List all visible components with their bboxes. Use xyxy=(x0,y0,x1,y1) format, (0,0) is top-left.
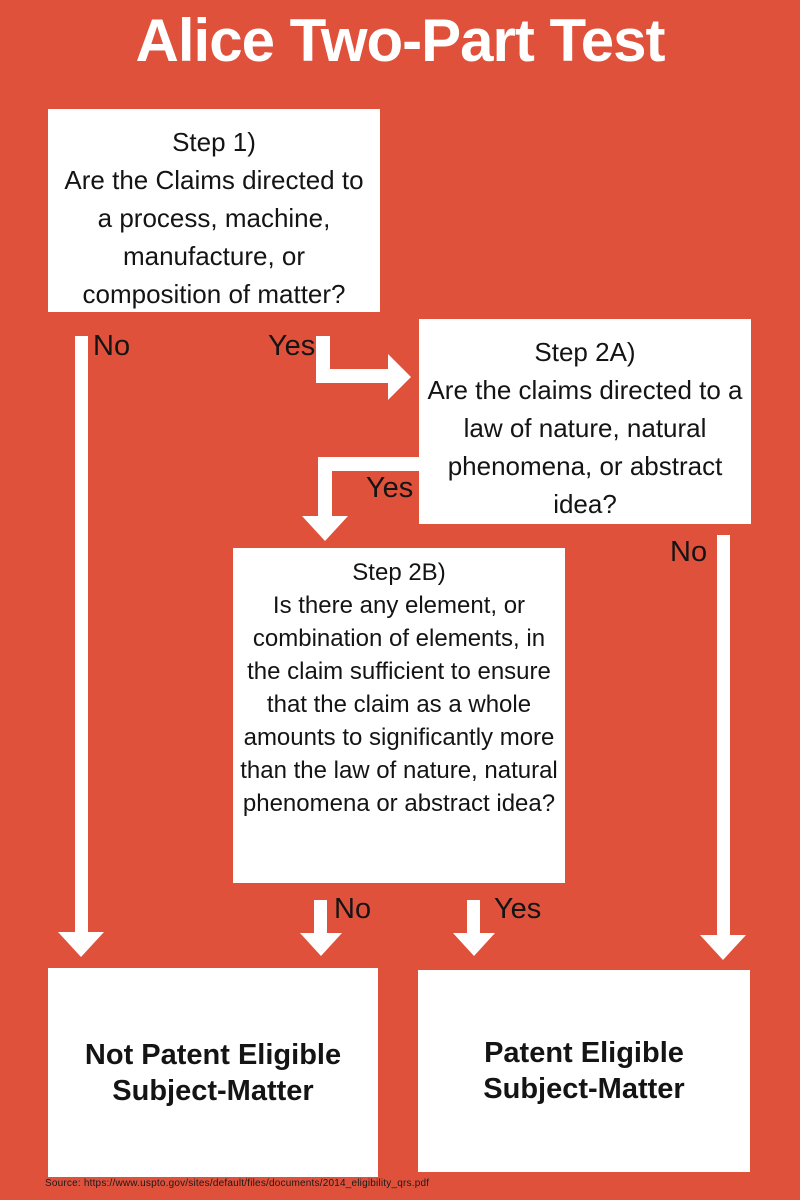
step2a-yes-arrowhead-icon xyxy=(302,516,348,541)
step1-box xyxy=(48,109,380,312)
step2b-question: Is there any element, or combination of elements, in the claim sufficient to ensure that the claim as a whole amounts to significantly more than the law of nature, natural phenomena or abstract idea? xyxy=(240,592,558,817)
step2b-yes-arrowhead-icon xyxy=(453,933,495,956)
step1-heading: Step 1) xyxy=(172,127,256,157)
patent-eligible-box xyxy=(418,970,750,1172)
step2a-no-arrow-shaft xyxy=(717,535,730,935)
step2a-question: Are the claims directed to a law of nature, natural phenomena, or abstract idea? xyxy=(427,375,743,519)
step2a-heading: Step 2A) xyxy=(534,337,636,367)
step2b-heading: Step 2B) xyxy=(352,559,446,586)
step2a-yes-arrow-horizontal xyxy=(318,457,419,471)
step1-yes-label: Yes xyxy=(268,330,316,362)
step1-question: Are the Claims directed to a process, machine, manufacture, or composition of matter? xyxy=(64,165,364,309)
step2b-no-label: No xyxy=(334,893,372,925)
step2a-box xyxy=(419,319,751,524)
source-citation: Source: https://www.uspto.gov/sites/default/files/documents/2014_eligibility_qrs.pdf xyxy=(45,1178,430,1189)
step1-yes-arrowhead-icon xyxy=(388,354,411,400)
step2b-yes-label: Yes xyxy=(494,893,542,925)
patent-eligible-label: Patent Eligible Subject-Matter xyxy=(483,1037,685,1105)
not-patent-eligible-label: Not Patent Eligible Subject-Matter xyxy=(84,1038,342,1107)
step2b-box xyxy=(233,548,565,883)
step1-no-label: No xyxy=(93,330,131,362)
step2b-no-arrowhead-icon xyxy=(300,933,342,956)
step2b-no-arrow-shaft xyxy=(314,900,327,933)
step2a-yes-label: Yes xyxy=(366,472,414,504)
step2b-yes-arrow-shaft xyxy=(467,900,480,933)
step1-yes-arrow-horizontal xyxy=(316,369,389,383)
step2a-no-label: No xyxy=(670,536,708,568)
step2a-no-arrowhead-icon xyxy=(700,935,746,960)
not-patent-eligible-box xyxy=(48,968,378,1177)
step1-no-arrow-shaft xyxy=(75,336,88,933)
step2a-yes-arrow-vertical xyxy=(318,457,332,517)
step1-no-arrowhead-icon xyxy=(58,932,104,957)
poster-title: Alice Two-Part Test xyxy=(135,7,665,74)
